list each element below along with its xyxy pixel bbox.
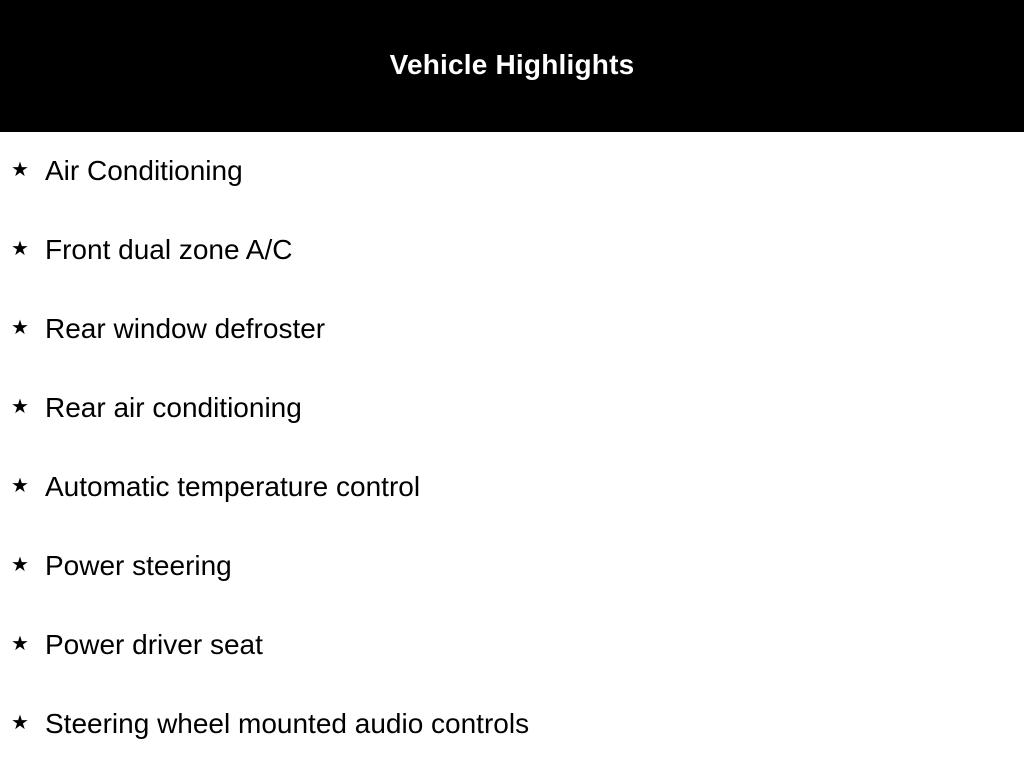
- list-item: [0, 369, 1024, 448]
- list-item-label: Air Conditioning: [45, 155, 243, 186]
- list-item-label: Rear window defroster: [45, 313, 326, 344]
- star-icon: ★: [11, 315, 29, 339]
- list-item-label: Front dual zone A/C: [45, 234, 293, 265]
- highlights-list: [0, 132, 1024, 764]
- star-icon: ★: [11, 394, 29, 418]
- list-item: [0, 685, 1024, 764]
- list-item: [0, 211, 1024, 290]
- list-item: [0, 132, 1024, 211]
- list-item-label: Automatic temperature control: [45, 471, 421, 502]
- star-icon: ★: [11, 157, 29, 181]
- star-icon: ★: [11, 631, 29, 655]
- list-item-label: Power driver seat: [45, 629, 263, 660]
- list-item-label: Power steering: [45, 550, 232, 581]
- list-item: [0, 527, 1024, 606]
- list-item-label: Rear air conditioning: [45, 392, 302, 423]
- list-item: [0, 290, 1024, 369]
- star-icon: ★: [11, 710, 29, 734]
- page-title: Vehicle Highlights: [389, 49, 635, 80]
- star-icon: ★: [11, 552, 29, 576]
- list-item-label: Steering wheel mounted audio controls: [45, 708, 530, 739]
- list-item: [0, 606, 1024, 685]
- list-item: [0, 448, 1024, 527]
- star-icon: ★: [11, 473, 29, 497]
- star-icon: ★: [11, 236, 29, 260]
- header-bar: [0, 0, 1024, 132]
